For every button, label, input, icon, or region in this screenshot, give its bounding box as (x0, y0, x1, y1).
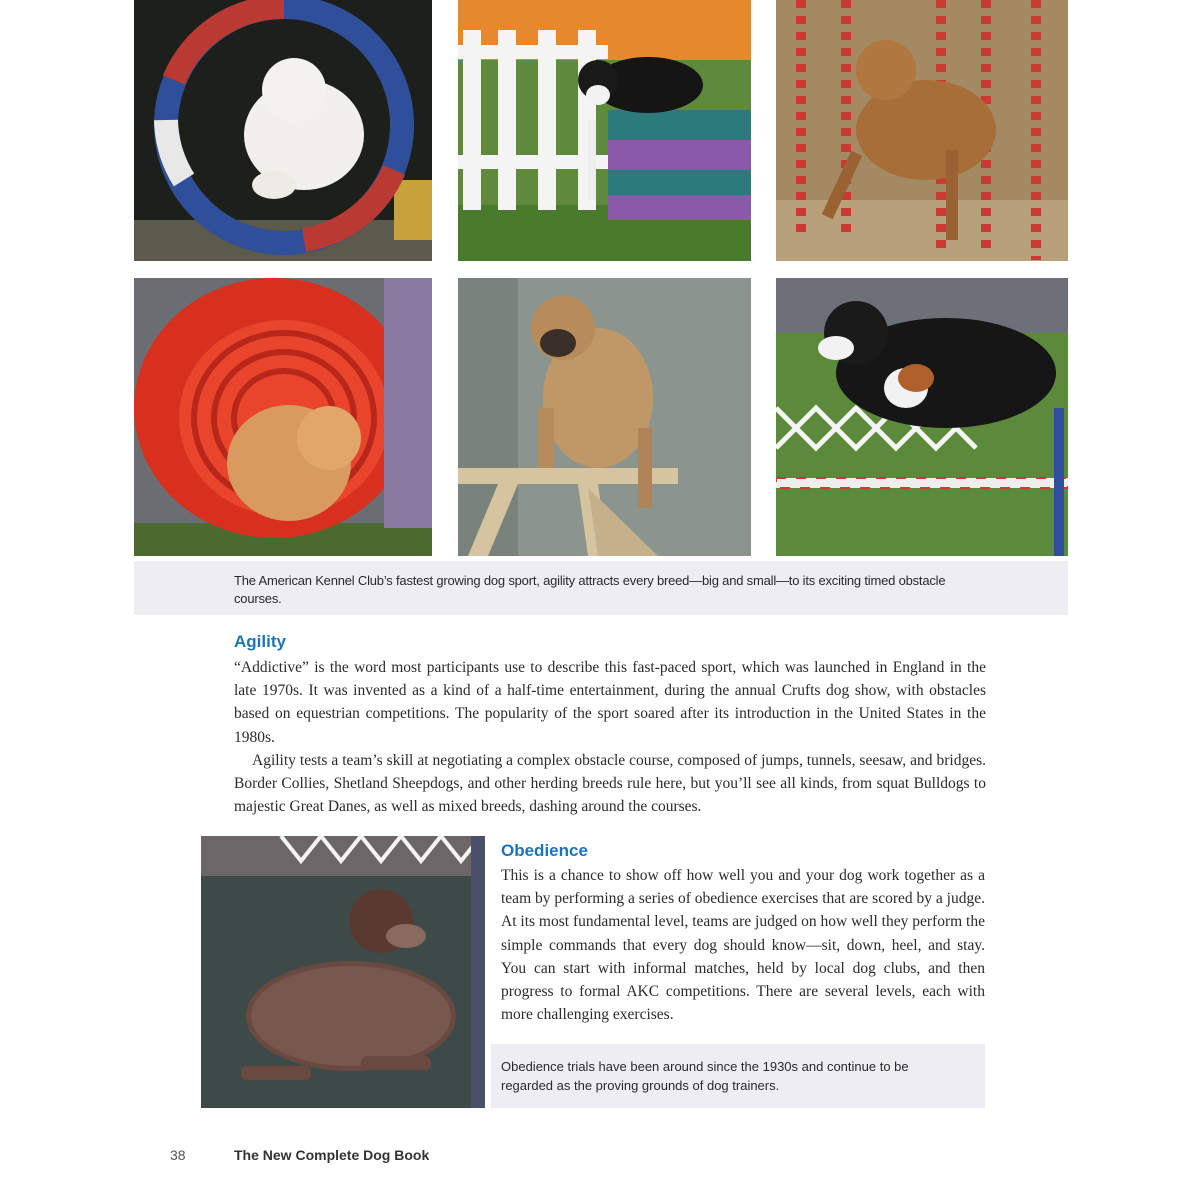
obedience-paragraph: This is a chance to show off how well you and your dog work together as a team by performing a series of obedience exercises that are scored by a judge. At its most fundamental level, teams are judged on how well they perform the simple commands that every dog should know—sit, down, heel, and stay. You can start with informal matches, held by local dog clubs, and then progress to formal AKC competitions. There are several levels, each with more challenging exercises. (501, 867, 985, 1024)
photo-grid-caption-text: The American Kennel Club’s fastest growing dog sport, agility attracts every breed—big and small—to its exciting timed obstacle courses. (234, 573, 946, 606)
basenji-jump-photo (458, 0, 751, 261)
book-title: The New Complete Dog Book (234, 1147, 430, 1163)
bernese-jump-photo (776, 278, 1068, 556)
poodle-hoop-photo (134, 0, 432, 261)
page-number: 38 (170, 1147, 186, 1163)
obedience-caption-text: Obedience trials have been around since the 1930s and continue to be regarded as the proving grounds of dog trainers. (501, 1059, 909, 1093)
agility-paragraph-1: “Addictive” is the word most participants use to describe this fast-paced sport, which was launched in England in the late 1970s. It was invented as a kind of a half-time entertainment, during the annual Crufts dog show, with obstacles based on equestrian competitions. The popularity of the sport soared after its introduction in the United States in the 1980s. (234, 659, 986, 746)
mastiff-jump-photo (458, 278, 751, 556)
tan-dog-weave-photo (776, 0, 1068, 261)
photo-grid-caption (134, 561, 1068, 615)
pomeranian-tunnel-photo (134, 278, 432, 556)
agility-paragraph-2: Agility tests a team’s skill at negotiating a complex obstacle course, composed of jumps, tunnels, seesaw, and bridges. Border Collies, Shetland Sheepdogs, and other herding breeds rule here, but you’ll see all kinds, from squat Bulldogs to majestic Great Danes, as well as mixed breeds, dashing around the courses. (234, 751, 986, 816)
agility-body (234, 656, 986, 818)
pointer-down-photo (201, 836, 485, 1108)
obedience-body (501, 864, 985, 1026)
agility-heading: Agility (234, 632, 286, 651)
obedience-heading: Obedience (501, 841, 588, 860)
obedience-caption (491, 1044, 985, 1108)
